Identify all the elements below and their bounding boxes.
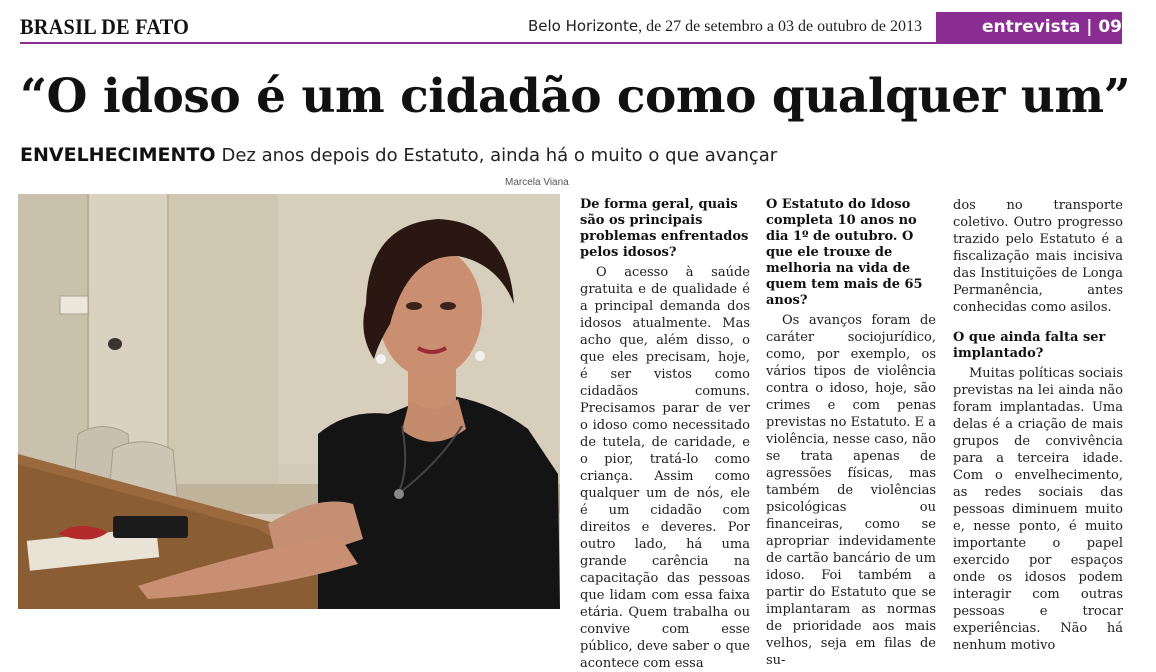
question-1: De forma geral, quais são os principais problemas enfrentados pelos idosos?	[580, 197, 749, 260]
text-column-3	[953, 197, 1123, 654]
page-header	[0, 0, 1156, 46]
text-column-1	[580, 197, 750, 672]
article-headline: “O idoso é um cidadão como qualquer um”	[20, 69, 1131, 124]
header-divider	[20, 42, 1122, 44]
answer-3: Muitas políticas sociais previstas na lei ainda não foram implantadas. Uma delas é a criação de mais grupos de convivência para a terceira idade. Com o envelhecimento, as redes sociais das pessoas diminuem muito e, nesse ponto, é muito importante o papel exercido por espaços onde os idosos podem interagir com outras pessoas e trocar experiências. Não há nenhum motivo	[953, 366, 1123, 653]
photo-credit: Marcela Viana	[505, 177, 569, 188]
text-column-2	[766, 197, 936, 669]
issue-date-range: , de 27 de setembro a 03 de outubro de 2013	[638, 18, 922, 35]
article-subline	[20, 144, 777, 166]
article-photo	[18, 194, 560, 609]
question-3: O que ainda falta ser implantado?	[953, 330, 1106, 361]
section-page-tag: entrevista | 09	[936, 12, 1122, 43]
article-kicker: ENVELHECIMENTO	[20, 144, 216, 166]
newspaper-logo: BRASIL DE FATO	[20, 14, 190, 39]
issue-date	[528, 17, 922, 36]
answer-1: O acesso à saúde gratuita e de qualidade é a principal demanda dos idosos atualmente. Mas acho que, além disso, o que eles precisam, hoje, é ser vistos como cidadãos comuns. Precisamos parar de ver o idoso como necessitado de tutela, de caridade, e o pior, tratá-lo como criança. Assim como qualquer um de nós, ele é um cidadão com direitos e deveres. Por outro lado, há uma grande carência na capacitação das pessoas que lidam com essa faixa etária. Quem trabalha ou convive com esse público, deve saber o que acontece com essa	[580, 265, 750, 671]
article-deck: Dez anos depois do Estatuto, ainda há o muito o que avançar	[221, 145, 778, 166]
issue-city: Belo Horizonte	[527, 17, 639, 35]
answer-2: Os avanços foram de caráter sociojurídico, como, por exemplo, os vários tipos de violência contra o idoso, hoje, são crimes e com penas previstas no Estatuto. E a violência, nesse caso, não se trata apenas de agressões físicas, mas também de violências psicológicas ou financeiras, como se apropriar indevidamente de cartão bancário de um idoso. Foi também a partir do Estatuto que se implantaram as normas de prioridade aos mais velhos, seja em filas de su-	[766, 313, 936, 668]
question-2: O Estatuto do Idoso completa 10 anos no dia 1º de outubro. O que ele trouxe de melhoria na vida de quem tem mais de 65 anos?	[766, 197, 923, 308]
answer-2-continued: dos no transporte coletivo. Outro progresso trazido pelo Estatuto é a fiscalização mais incisiva das Instituições de Longa Permanência, antes conhecidas como asilos.	[953, 198, 1123, 315]
